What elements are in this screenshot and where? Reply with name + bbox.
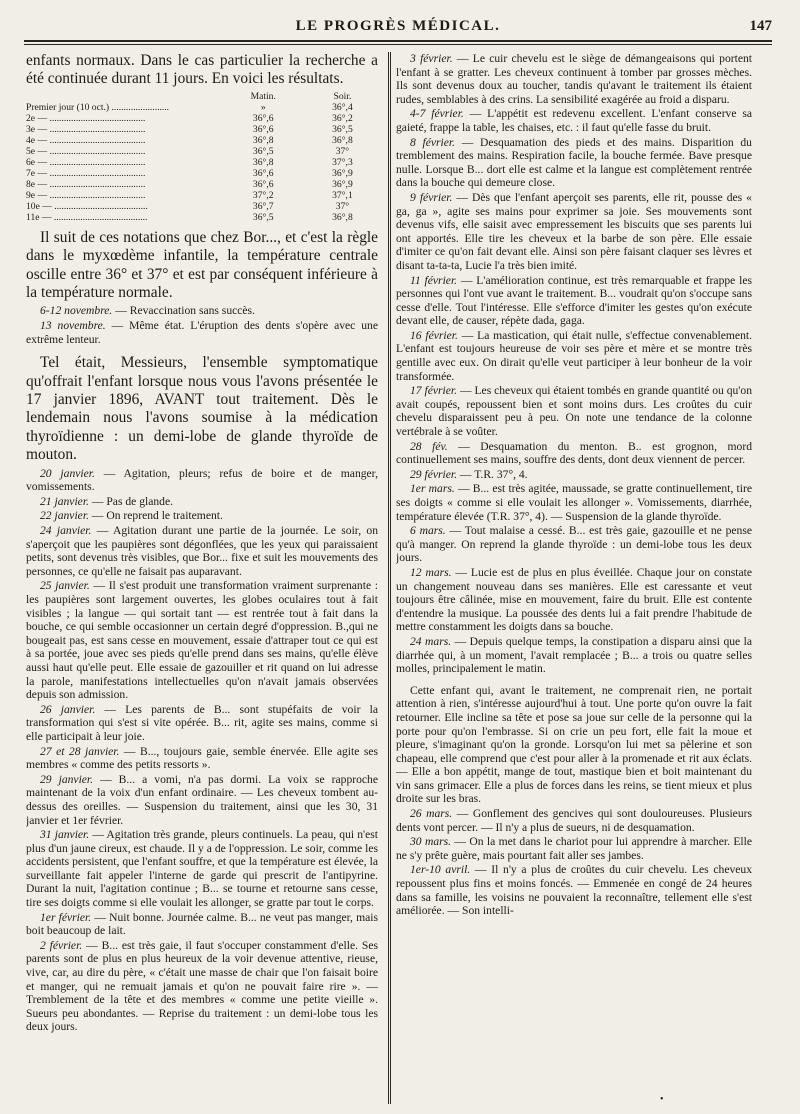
entry-text: — Il s'est produit une transformation vraiment surprenante : les paupières sont largement ouvertes, les globes oculaires tout à fait visibles ; la langue — qui sortait tant — est rentrée tout à fait dans la bouche, ce qui semble occasionner un certain degré d'oppression. B.,qui ne bougeait pas, est sans cesse en mouvement, essaie d'attraper tout ce qui est à sa portée, joue avec ses pieds qu'elle prend dans ses mains, qu'elle élève aussi haut qu'elle peut. Elle essaie de gazouiller et rit quand on lui adresse la parole, manifestations intellectuelles qu'on n'avait jamais observées depuis son admission. xyxy=(26,579,378,702)
entry-date: 1er février. xyxy=(40,910,92,924)
journal-entry xyxy=(26,467,378,494)
summary-paragraph: Tel était, Messieurs, l'ensemble symptomatique qu'offrait l'enfant lorsque nous vous l'avons présentée le 17 janvier 1896, AVANT tout traitement. Dès le lendemain nous l'avons soumise à la médication thyroïdienne : un demi-lobe de glande thyroïde de mouton. xyxy=(26,354,378,464)
journal-entry xyxy=(396,52,752,106)
journal-entry xyxy=(26,828,378,910)
temperature-table xyxy=(26,91,378,223)
entry-date: 26 mars. xyxy=(410,807,453,821)
table-cell-soir: 36°,8 xyxy=(332,134,353,146)
table-cell-soir: 36°,9 xyxy=(332,178,353,190)
table-cell-soir: 36°,8 xyxy=(332,211,353,223)
journal-entry xyxy=(396,274,752,328)
table-row xyxy=(26,146,378,157)
conclusion-paragraph: Il suit de ces notations que chez Bor..., et c'est la règle dans le myxœdème infantile, la température centrale oscille entre 36° et 37° et est par conséquent inférieure à la température normale. xyxy=(26,228,378,302)
page-number: 147 xyxy=(749,18,772,34)
journal-entry xyxy=(396,807,752,834)
table-cell-day: 2e — ........................................ xyxy=(26,112,146,124)
table-cell-day: 11e — ....................................... xyxy=(26,211,148,223)
journal-entry xyxy=(396,482,752,523)
entry-date: 8 février. xyxy=(410,135,456,149)
entry-text: — L'amélioration continue, est très remarquable et frappe les personnes qui l'ont vue avant le traitement. B... voudrait qu'on s'occupe sans cesse d'elle. Tout l'intéresse. Elle s'efforce d'imiter les gestes qu'on exécute devant elle, de causer, répète dada, gaga. xyxy=(396,273,752,328)
journal-entry xyxy=(396,136,752,190)
table-row xyxy=(26,135,378,146)
entry-date: 24 mars. xyxy=(410,634,452,648)
entry-text: — Tout malaise a cessé. B... est très gaie, gazouille et ne pense qu'à manger. On reprend la glande thyroïde : un demi-lobe tous les deux jours. xyxy=(396,524,752,565)
entry-text: — Revaccination sans succès. xyxy=(112,304,255,318)
journal-title: LE PROGRÈS MÉDICAL. xyxy=(295,18,501,34)
entry-date: 25 janvier. xyxy=(40,579,90,593)
right-column xyxy=(396,52,752,1114)
table-row xyxy=(26,113,378,124)
table-header-matin: Matin. xyxy=(250,90,276,102)
right-entries-continued xyxy=(396,807,752,918)
entry-date: 6 mars. xyxy=(410,524,446,538)
table-cell-matin: 36°,7 xyxy=(252,200,274,212)
journal-entry xyxy=(26,703,378,744)
entry-date: 16 février. xyxy=(410,328,458,342)
journal-entry xyxy=(396,384,752,438)
entry-text: — On la met dans le chariot pour lui apprendre à marcher. Elle ne s'y prête guère, mais pourtant fait aller ses jambes. xyxy=(396,835,752,862)
entry-date: 12 mars. xyxy=(410,565,452,579)
entry-text: — T.R. 37°, 4. xyxy=(457,467,528,481)
entry-date: 29 février. xyxy=(410,467,458,481)
table-row xyxy=(26,124,378,135)
entry-date: 3 février. xyxy=(410,52,453,65)
entry-text: — Pas de glande. xyxy=(88,494,173,508)
journal-entry xyxy=(26,773,378,827)
entry-text: — La mastication, qui était nulle, s'effectue convenablement. L'enfant est toujours heureuse de voir ses père et mère et se montre très gentille avec eux. On dirait qu'elle veut participer à leur bonheur de la voir transformée. xyxy=(396,328,752,383)
entry-text: — Agitation durant une partie de la journée. Le soir, on s'aperçoit que les paupières sont dégonflées, que les yeux qui paraissaient petits, sont devenus très visibles, que Bor... fixe et suit les mouvements des personnes, ce qu'elle ne faisait pas auparavant. xyxy=(26,524,378,578)
journal-entry xyxy=(396,524,752,565)
entry-date: 13 novembre. xyxy=(40,319,106,333)
entry-date: 6-12 novembre. xyxy=(40,304,113,318)
observation-paragraph: Cette enfant qui, avant le traitement, ne comprenait rien, ne portait attention à rien, s'intéresse aujourd'hui à tout. Une porte qu'on ouvre la fait retourner. Elle incline sa tête et pose sa joue sur celle de la personne qui la porte pour qu'on l'embrasse. Si on crie un peu fort, elle fait la moue et pleure, s'imaginant qu'on la gronde. Lorsqu'on lui met sa pèlerine et son chapeau, elle comprend que c'est pour aller à la promenade et rit aux éclats. — Elle a bon appétit, mange de tout, mastique bien et boit maintenant du vin sans grimacer. Elle a plus de forces dans les reins, se tient mieux et plus droite sur les bras. xyxy=(396,683,752,806)
header-rule xyxy=(24,40,772,42)
table-cell-soir: 37°,3 xyxy=(332,156,353,168)
journal-entry xyxy=(26,319,378,346)
table-cell-soir: 37° xyxy=(335,200,350,212)
intro-paragraph: enfants normaux. Dans le cas particulier la recherche a été continuée durant 11 jours. En voici les résultats. xyxy=(26,52,378,88)
entry-date: 4-7 février. xyxy=(410,107,464,121)
table-cell-day: 9e — ........................................ xyxy=(26,189,146,201)
entry-date: 29 janvier. xyxy=(40,772,94,786)
journal-entry xyxy=(26,745,378,772)
journal-entry xyxy=(26,304,378,318)
table-row xyxy=(26,168,378,179)
table-cell-matin: 36°,8 xyxy=(252,134,274,146)
entry-date: 21 janvier. xyxy=(40,494,89,508)
table-cell-matin: 36°,5 xyxy=(252,145,274,157)
table-cell-day: 6e — ........................................ xyxy=(26,156,146,168)
journal-entry xyxy=(396,835,752,862)
table-cell-matin: 36°,6 xyxy=(252,178,274,190)
entry-date: 27 et 28 janvier. xyxy=(40,744,120,758)
printer-mark: • xyxy=(660,1094,664,1105)
table-cell-soir: 36°,2 xyxy=(332,112,353,124)
entry-text: — Agitation très grande, pleurs continuels. La peau, qui n'est plus d'un jaune cireux, est chaude. Il y a de l'oppression. Le soir, comme les accidents persistent, que l'enfant souffre, et que la température est élevée, la surveillante fait appeler l'interne de garde qui prescrit de l'antipyrine. Durant la nuit, l'agitation continue ; B... se tourne et retourne sans cesse, tire ses doigts comme si elle voulait les allonger, se gratte par tout le corps. xyxy=(26,828,378,910)
journal-entry xyxy=(26,911,378,938)
journal-entry xyxy=(26,939,378,1034)
entry-text: — L'appétit est redevenu excellent. L'enfant conserve sa gaieté, frappe la table, les chaises, etc. : il faut qu'elle fasse du bruit. xyxy=(396,107,752,134)
table-cell-matin: » xyxy=(260,101,266,113)
entry-date: 2 février. xyxy=(40,938,83,952)
entry-date: 17 février. xyxy=(410,384,458,398)
table-cell-day: Premier jour (10 oct.) ........................ xyxy=(26,101,170,113)
table-row xyxy=(26,102,378,113)
journal-entry xyxy=(396,863,752,917)
right-entries xyxy=(396,52,752,676)
entry-text: — Gonflement des gencives qui sont douloureuses. Plusieurs dents vont percer. — Il n'y a plus de sueurs, ni de desquamation. xyxy=(396,807,752,834)
table-cell-soir: 36°,4 xyxy=(332,101,353,113)
entry-text: — Dès que l'enfant aperçoit ses parents, elle rit, pousse des « ga, ga », agite ses mains pour exprimer sa joie. Ses mouvements sont devenus vifs, elle saisit avec empressement les biscuits que ses parents lui ont apportés. Elle tire les cheveux et la barbe de son père. Elle essaie d'imiter ce qu'on fait devant elle. Ainsi son père faisant claquer ses lèvres et disant ta-ta-ta, Lucie l'a très bien imité. xyxy=(396,190,752,272)
table-cell-matin: 36°,6 xyxy=(252,167,274,179)
entry-date: 1er-10 avril. xyxy=(410,863,471,877)
journal-entry xyxy=(26,524,378,578)
table-row xyxy=(26,201,378,212)
entry-text: — Le cuir chevelu est le siège de démangeaisons qui portent l'enfant à se gratter. Les cheveux continuent à tomber par grosses mèches. Ils sont devenus doux au toucher, tandis qu'avant le traitement ils étaient rudes, semblables à des crins. La sensibilité exagérée au froid a disparu. xyxy=(396,52,752,106)
table-cell-day: 5e — ........................................ xyxy=(26,145,146,157)
table-cell-day: 7e — ........................................ xyxy=(26,167,146,179)
journal-entry xyxy=(396,440,752,467)
running-header xyxy=(24,18,772,38)
entry-date: 9 février. xyxy=(410,190,453,204)
entry-date: 1er mars. xyxy=(410,482,455,496)
journal-entry xyxy=(26,509,378,523)
table-cell-matin: 36°,5 xyxy=(252,211,274,223)
table-row xyxy=(26,179,378,190)
entry-text: — Il n'y a plus de croûtes du cuir chevelu. Les cheveux repoussent plus fins et moins foncés. — Emmenée en congé de 24 heures dans sa famille, les voisins ne pouvaient la reconnaître, tellement elle s'est améliorée. — Son intelli- xyxy=(396,863,752,918)
table-cell-matin: 37°,2 xyxy=(252,189,274,201)
table-cell-day: 10e — ....................................... xyxy=(26,200,148,212)
entry-text: — Les cheveux qui étaient tombés en grande quantité ou qu'on avait coupés, repoussent bien et sont moins durs. Les croûtes du cuir chevelu disparaissent peu à peu. On note une tendance de la colonne vertébrale à se voûter. xyxy=(396,384,752,439)
table-cell-day: 3e — ........................................ xyxy=(26,123,146,135)
journal-entry xyxy=(396,329,752,383)
entry-text: — Desquamation du menton. B.. est grognon, mord continuellement ses mains, souffre des dents, dont deux viennent de percer. xyxy=(396,439,752,467)
entry-text: — B... est très gaie, il faut s'occuper constamment d'elle. Ses parents sont de plus en plus heureux de la voir devenue attentive, rieuse, vive, car, au dire du père, « c'était une masse de chair que l'on faisait boire et manger, qui ne remuait jamais et qu'on ne pouvait faire rire ». — Tremblement de la tête et des membres « comme une petite vieille ». Sueurs peu abondantes. — Reprise du traitement : un demi-lobe tous les deux jours. xyxy=(26,938,378,1034)
entry-text: — Depuis quelque temps, la constipation a disparu ainsi que la diarrhée qui, à un moment, l'avait remplacée ; B... a trois ou quatre selles molles, principalement le matin. xyxy=(396,634,752,676)
entry-date: 26 janvier. xyxy=(40,702,96,716)
entry-date: 11 février. xyxy=(410,273,458,287)
table-row xyxy=(26,190,378,201)
entry-text: — Lucie est de plus en plus éveillée. Chaque jour on constate un changement nouveau dans ses manières. Elle est caressante et veut toujours être câlinée, mise en mouvement, faire du bruit. Elle est contente d'entendre la musique. La poussée des dents lui a fait prendre l'habitude de mettre constamment les doigts dans sa bouche. xyxy=(396,565,752,634)
journal-entry xyxy=(396,566,752,634)
table-cell-soir: 36°,9 xyxy=(332,167,353,179)
entry-text: — B..., toujours gaie, semble énervée. Elle agite ses membres « comme des petits ressorts ». xyxy=(26,744,378,772)
entry-date: 20 janvier. xyxy=(40,466,95,480)
journal-entry xyxy=(26,579,378,701)
entry-text: — Même état. L'éruption des dents s'opère avec une extrême lenteur. xyxy=(26,319,378,346)
journal-entry xyxy=(396,635,752,676)
table-cell-matin: 36°,6 xyxy=(252,123,274,135)
entry-text: — B... est très agitée, maussade, se gratte continuellement, tire ses doigts « comme si elle voulait les allonger ». Vomissements, diarrhée, température élevée (T.R. 37°, 4). — Suspension de la glande thyroïde. xyxy=(396,482,752,523)
temperature-table-body xyxy=(26,102,378,223)
table-cell-soir: 37°,1 xyxy=(332,189,353,201)
entry-text: — Nuit bonne. Journée calme. B... ne veut pas manger, mais boit beaucoup de lait. xyxy=(26,910,378,938)
entry-date: 28 fév. xyxy=(410,439,448,453)
entry-text: — B... a vomi, n'a pas dormi. La voix se rapproche maintenant de la voix d'un enfant ordinaire. — Les cheveux tombent au-dessus des oreilles. — Suspension du traitement, ainsi que les 30, 31 janvier et 1er février. xyxy=(26,772,378,827)
table-header-soir: Soir. xyxy=(333,90,352,102)
entry-date: 30 mars. xyxy=(410,835,452,849)
entry-text: — On reprend le traitement. xyxy=(88,509,223,523)
journal-entry xyxy=(396,468,752,482)
entry-date: 24 janvier. xyxy=(40,524,92,538)
table-cell-day: 4e — ........................................ xyxy=(26,134,146,146)
entry-date: 31 janvier. xyxy=(40,828,90,842)
table-row xyxy=(26,157,378,168)
entry-text: — Desquamation des pieds et des mains. Disparition du tremblement des mains. Respiration facile, la bouche fermée. Bave presque nulle. Lorsque B... dort elle est calme et la langue est complètement rentrée dans la bouche qui demeure close. xyxy=(396,135,752,190)
table-row xyxy=(26,212,378,223)
table-header-day xyxy=(26,91,220,102)
header-rule-thin xyxy=(24,44,772,45)
entry-text: — Les parents de B... sont stupéfaits de voir la transformation qui s'est si vite opérée. B... rit, agite ses mains, comme si elle participait à leur joie. xyxy=(26,702,378,743)
table-header-row xyxy=(26,91,378,102)
journal-entry xyxy=(396,107,752,134)
journal-entry xyxy=(396,191,752,273)
entry-text: — Agitation, pleurs; refus de boire et de manger, vomissements. xyxy=(26,466,378,494)
table-cell-matin: 36°,8 xyxy=(252,156,274,168)
entry-date: 22 janvier. xyxy=(40,509,89,523)
left-column xyxy=(26,52,378,1114)
table-cell-soir: 36°,5 xyxy=(332,123,353,135)
column-divider xyxy=(388,52,391,1104)
table-cell-matin: 36°,6 xyxy=(252,112,274,124)
left-entries xyxy=(26,467,378,1034)
table-cell-day: 8e — ........................................ xyxy=(26,178,146,190)
table-cell-soir: 37° xyxy=(335,145,350,157)
journal-entry xyxy=(26,495,378,509)
